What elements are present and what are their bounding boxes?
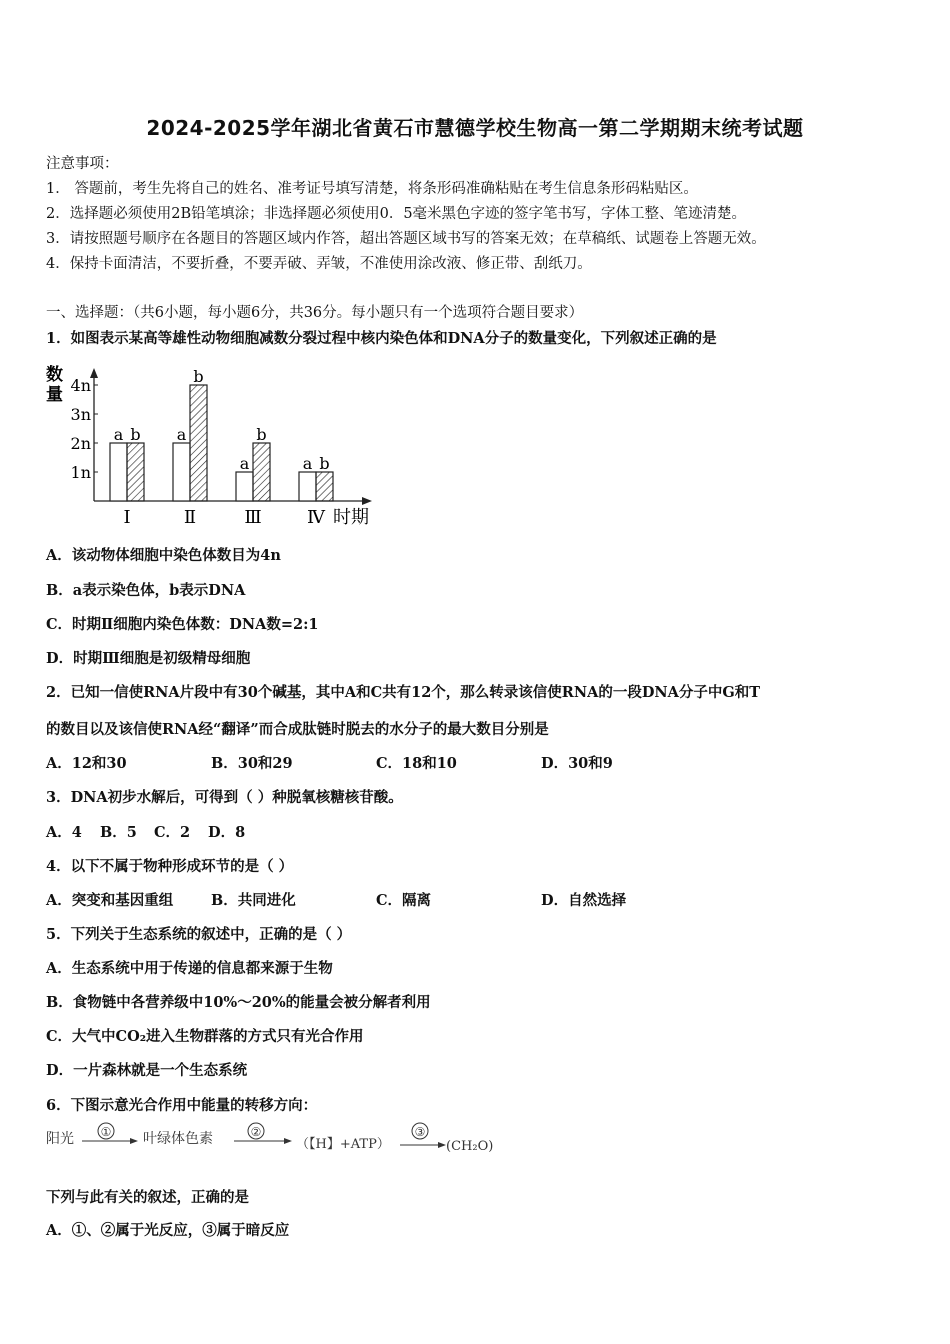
q5-stem: 5．下列关于生态系统的叙述中，正确的是（ ） (46, 926, 352, 943)
bar-a-label: a (113, 425, 124, 444)
q4-options (46, 889, 626, 910)
q4-option-a[interactable]: A．突变和基因重组 (46, 892, 174, 909)
q1-option-a[interactable]: A．该动物体细胞中染色体数目为4n (46, 547, 281, 564)
q6-stem: 6．下图示意光合作用中能量的转移方向： (46, 1097, 318, 1114)
q4-option-d[interactable]: D．自然选择 (541, 892, 627, 909)
bar-a (110, 443, 127, 501)
notice-item: 1． 答题前，考生先将自己的姓名、准考证号填写清楚，将条形码准确粘贴在考生信息条形码粘贴区。 (46, 181, 698, 197)
q3-option-a[interactable]: A．4 (46, 824, 82, 841)
y-axis-label: 数 (46, 365, 63, 385)
bar-b (127, 443, 144, 501)
step-1-label: ① (100, 1125, 112, 1139)
y-tick-label: 3n (70, 405, 91, 424)
q3-options (46, 821, 245, 842)
q1-option-d[interactable]: D．时期Ⅲ细胞是初级精母细胞 (46, 650, 251, 667)
q2-option-a[interactable]: A．12和30 (46, 755, 127, 772)
q6-option-a[interactable]: A．①、②属于光反应，③属于暗反应 (46, 1222, 290, 1239)
q2-options (46, 752, 613, 773)
q1-bar-chart (42, 356, 382, 530)
bar-a-label: a (239, 454, 250, 473)
bar-b-label: b (130, 425, 141, 444)
step-2-label: ② (250, 1125, 262, 1139)
y-tick-label: 2n (70, 434, 91, 453)
notice-item: 3．请按照题号顺序在各题目的答题区域内作答，超出答题区域书写的答案无效；在草稿纸、试题卷上答题无效。 (46, 231, 766, 247)
x-category-label: Ⅰ (123, 507, 131, 528)
bar-a (173, 443, 190, 501)
x-axis-label: 时期 (333, 507, 369, 528)
bar-b (316, 472, 333, 501)
q1-stem: 1．如图表示某高等雄性动物细胞减数分裂过程中核内染色体和DNA分子的数量变化，下列叙述正确的是 (46, 330, 717, 347)
y-tick-label: 1n (70, 463, 91, 482)
bar-a (299, 472, 316, 501)
flow-mid-label: 叶绿体色素 (143, 1131, 213, 1147)
flow-product-1: （【H】+ATP） (296, 1137, 390, 1152)
bar-b-label: b (319, 454, 330, 473)
y-axis-label: 量 (46, 385, 63, 405)
q2-stem-line2: 的数目以及该信使RNA经“翻译”而合成肽链时脱去的水分子的最大数目分别是 (46, 721, 549, 738)
notice-item: 4．保持卡面清洁，不要折叠，不要弄破、弄皱，不准使用涂改液、修正带、刮纸刀。 (46, 256, 592, 272)
x-category-label: Ⅲ (244, 507, 262, 528)
arrow-3-head (438, 1142, 446, 1148)
x-category-label: Ⅳ (307, 507, 325, 528)
bar-a-label: a (302, 454, 313, 473)
q3-option-d[interactable]: D．8 (208, 824, 246, 841)
y-axis-arrow (90, 368, 98, 378)
arrow-2-head (284, 1138, 292, 1144)
flow-product-2: (CH₂O) (446, 1139, 494, 1154)
step-3-label: ③ (414, 1125, 426, 1139)
q5-option-a[interactable]: A．生态系统中用于传递的信息都来源于生物 (46, 960, 333, 977)
q5-option-c[interactable]: C．大气中CO₂进入生物群落的方式只有光合作用 (46, 1028, 364, 1045)
arrow-1-head (130, 1138, 138, 1144)
q3-option-c[interactable]: C．2 (154, 824, 191, 841)
q4-option-c[interactable]: C．隔离 (376, 892, 432, 909)
q4-stem: 4．以下不属于物种形成环节的是（ ） (46, 858, 294, 875)
q1-option-b[interactable]: B．a表示染色体，b表示DNA (46, 582, 246, 599)
bar-a (236, 472, 253, 501)
q2-option-b[interactable]: B．30和29 (211, 755, 293, 772)
q3-stem: 3．DNA初步水解后，可得到（ ）种脱氧核糖核苷酸。 (46, 789, 403, 806)
q3-option-b[interactable]: B．5 (100, 824, 137, 841)
notice-heading: 注意事项： (46, 156, 119, 172)
q5-option-b[interactable]: B．食物链中各营养级中10%～20%的能量会被分解者利用 (46, 994, 431, 1011)
y-tick-label: 4n (70, 376, 91, 395)
x-axis-arrow (362, 497, 372, 505)
exam-title: 2024-2025学年湖北省黄石市慧德学校生物高一第二学期期末统考试题 (146, 116, 804, 140)
q2-stem-line1: 2．已知一信使RNA片段中有30个碱基，其中A和C共有12个，那么转录该信使RNA的一段DNA分子中G和T (46, 684, 761, 701)
q6-flow-diagram (44, 1122, 514, 1162)
bar-b-label: b (256, 425, 267, 444)
bar-a-label: a (176, 425, 187, 444)
section-heading: 一、选择题：（共6小题，每小题6分，共36分。每小题只有一个选项符合题目要求） (46, 305, 584, 321)
notice-item: 2．选择题必须使用2B铅笔填涂；非选择题必须使用0．5毫米黑色字迹的签字笔书写，字体工整、笔迹清楚。 (46, 206, 747, 222)
bar-b-label: b (193, 367, 204, 386)
q6-follow-text: 下列与此有关的叙述，正确的是 (46, 1189, 249, 1206)
bar-b (253, 443, 270, 501)
q2-option-c[interactable]: C．18和10 (376, 755, 457, 772)
bar-b (190, 385, 207, 501)
flow-start-label: 阳光 (46, 1131, 74, 1147)
x-category-label: Ⅱ (183, 507, 197, 528)
q5-option-d[interactable]: D．一片森林就是一个生态系统 (46, 1062, 248, 1079)
q2-option-d[interactable]: D．30和9 (541, 755, 613, 772)
q1-option-c[interactable]: C．时期Ⅱ细胞内染色体数：DNA数=2:1 (46, 616, 319, 633)
q4-option-b[interactable]: B．共同进化 (211, 892, 296, 909)
